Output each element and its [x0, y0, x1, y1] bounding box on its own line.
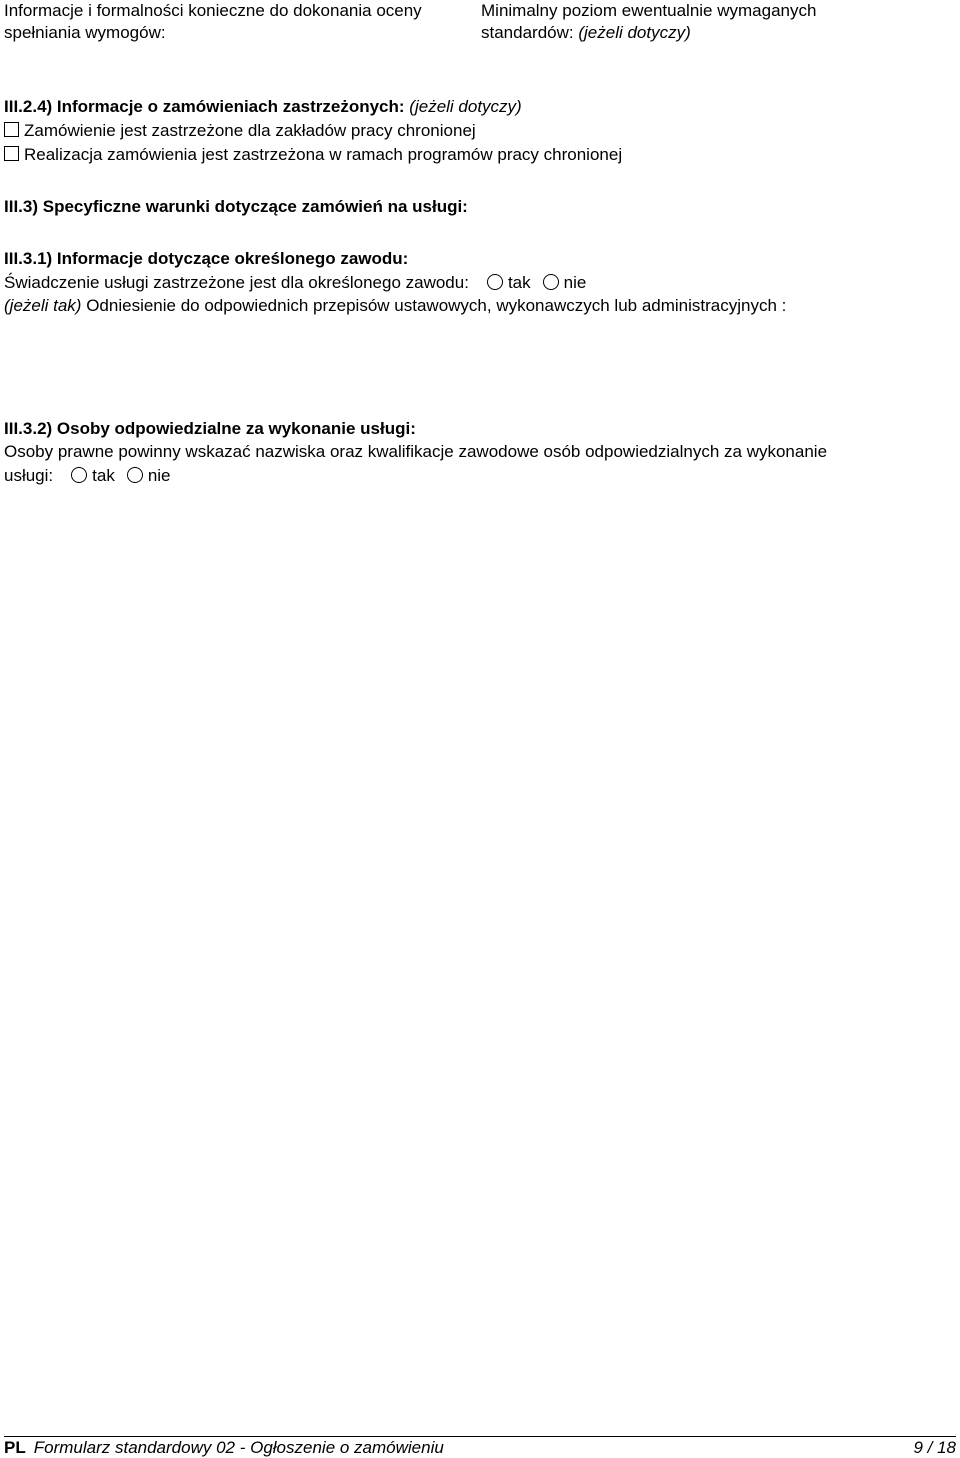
profession-question: Świadczenie usługi zastrzeżone jest dla określonego zawodu:	[4, 273, 469, 292]
reserved-option-2[interactable]	[4, 144, 622, 166]
checkbox-icon[interactable]	[4, 146, 19, 161]
profession-question-line	[4, 272, 586, 294]
section-3-2-4-note: (jeżeli dotyczy)	[409, 97, 522, 116]
responsible-option-yes[interactable]: tak	[92, 466, 115, 485]
radio-icon[interactable]	[71, 467, 87, 483]
header-right-prefix: standardów:	[481, 23, 579, 42]
header-left-line2: spełniania wymogów:	[4, 23, 166, 42]
profession-option-no[interactable]: nie	[563, 273, 587, 292]
profession-note-line	[4, 295, 786, 317]
radio-icon[interactable]	[487, 274, 503, 290]
section-3-3-2-heading: III.3.2) Osoby odpowiedzialne za wykonanie usługi:	[4, 419, 416, 438]
profession-option-yes[interactable]: tak	[507, 273, 531, 292]
reserved-option-1[interactable]	[4, 120, 476, 142]
section-3-2-4-heading-line	[4, 96, 522, 118]
footer-form-name: Formularz standardowy 02 - Ogłoszenie o zamówieniu	[33, 1438, 444, 1457]
responsible-option-no[interactable]: nie	[147, 466, 171, 485]
header-right-line1: Minimalny poziom ewentualnie wymaganych	[481, 1, 817, 20]
footer-page-number: 9 / 18	[913, 1438, 956, 1457]
footer-lang: PL	[4, 1438, 26, 1457]
section-3-3-1-heading: III.3.1) Informacje dotyczące określonego zawodu:	[4, 249, 409, 268]
radio-icon[interactable]	[543, 274, 559, 290]
responsible-question-label: usługi:	[4, 466, 54, 485]
header-right-italic: (jeżeli dotyczy)	[578, 23, 691, 42]
footer-left	[4, 1437, 444, 1458]
profession-note-text: Odniesienie do odpowiednich przepisów ustawowych, wykonawczych lub administracyjnych :	[86, 296, 787, 315]
section-3-3-heading: III.3) Specyficzne warunki dotyczące zamówień na usługi:	[4, 197, 468, 216]
reserved-option-2-label: Realizacja zamówienia jest zastrzeżona w ramach programów pracy chronionej	[24, 145, 623, 164]
profession-note-italic: (jeżeli tak)	[4, 296, 82, 315]
header-right-line2	[481, 22, 691, 44]
reserved-option-1-label: Zamówienie jest zastrzeżone dla zakładów pracy chronionej	[24, 121, 476, 140]
checkbox-icon[interactable]	[4, 122, 19, 137]
section-3-2-4-heading: III.2.4) Informacje o zamówieniach zastrzeżonych:	[4, 97, 405, 116]
page-footer	[4, 1436, 956, 1458]
responsible-question-line2	[4, 465, 171, 487]
radio-icon[interactable]	[127, 467, 143, 483]
header-left-line1: Informacje i formalności konieczne do dokonania oceny	[4, 1, 422, 20]
responsible-question-line1: Osoby prawne powinny wskazać nazwiska oraz kwalifikacje zawodowe osób odpowiedzialnych za wykonanie	[4, 442, 828, 461]
